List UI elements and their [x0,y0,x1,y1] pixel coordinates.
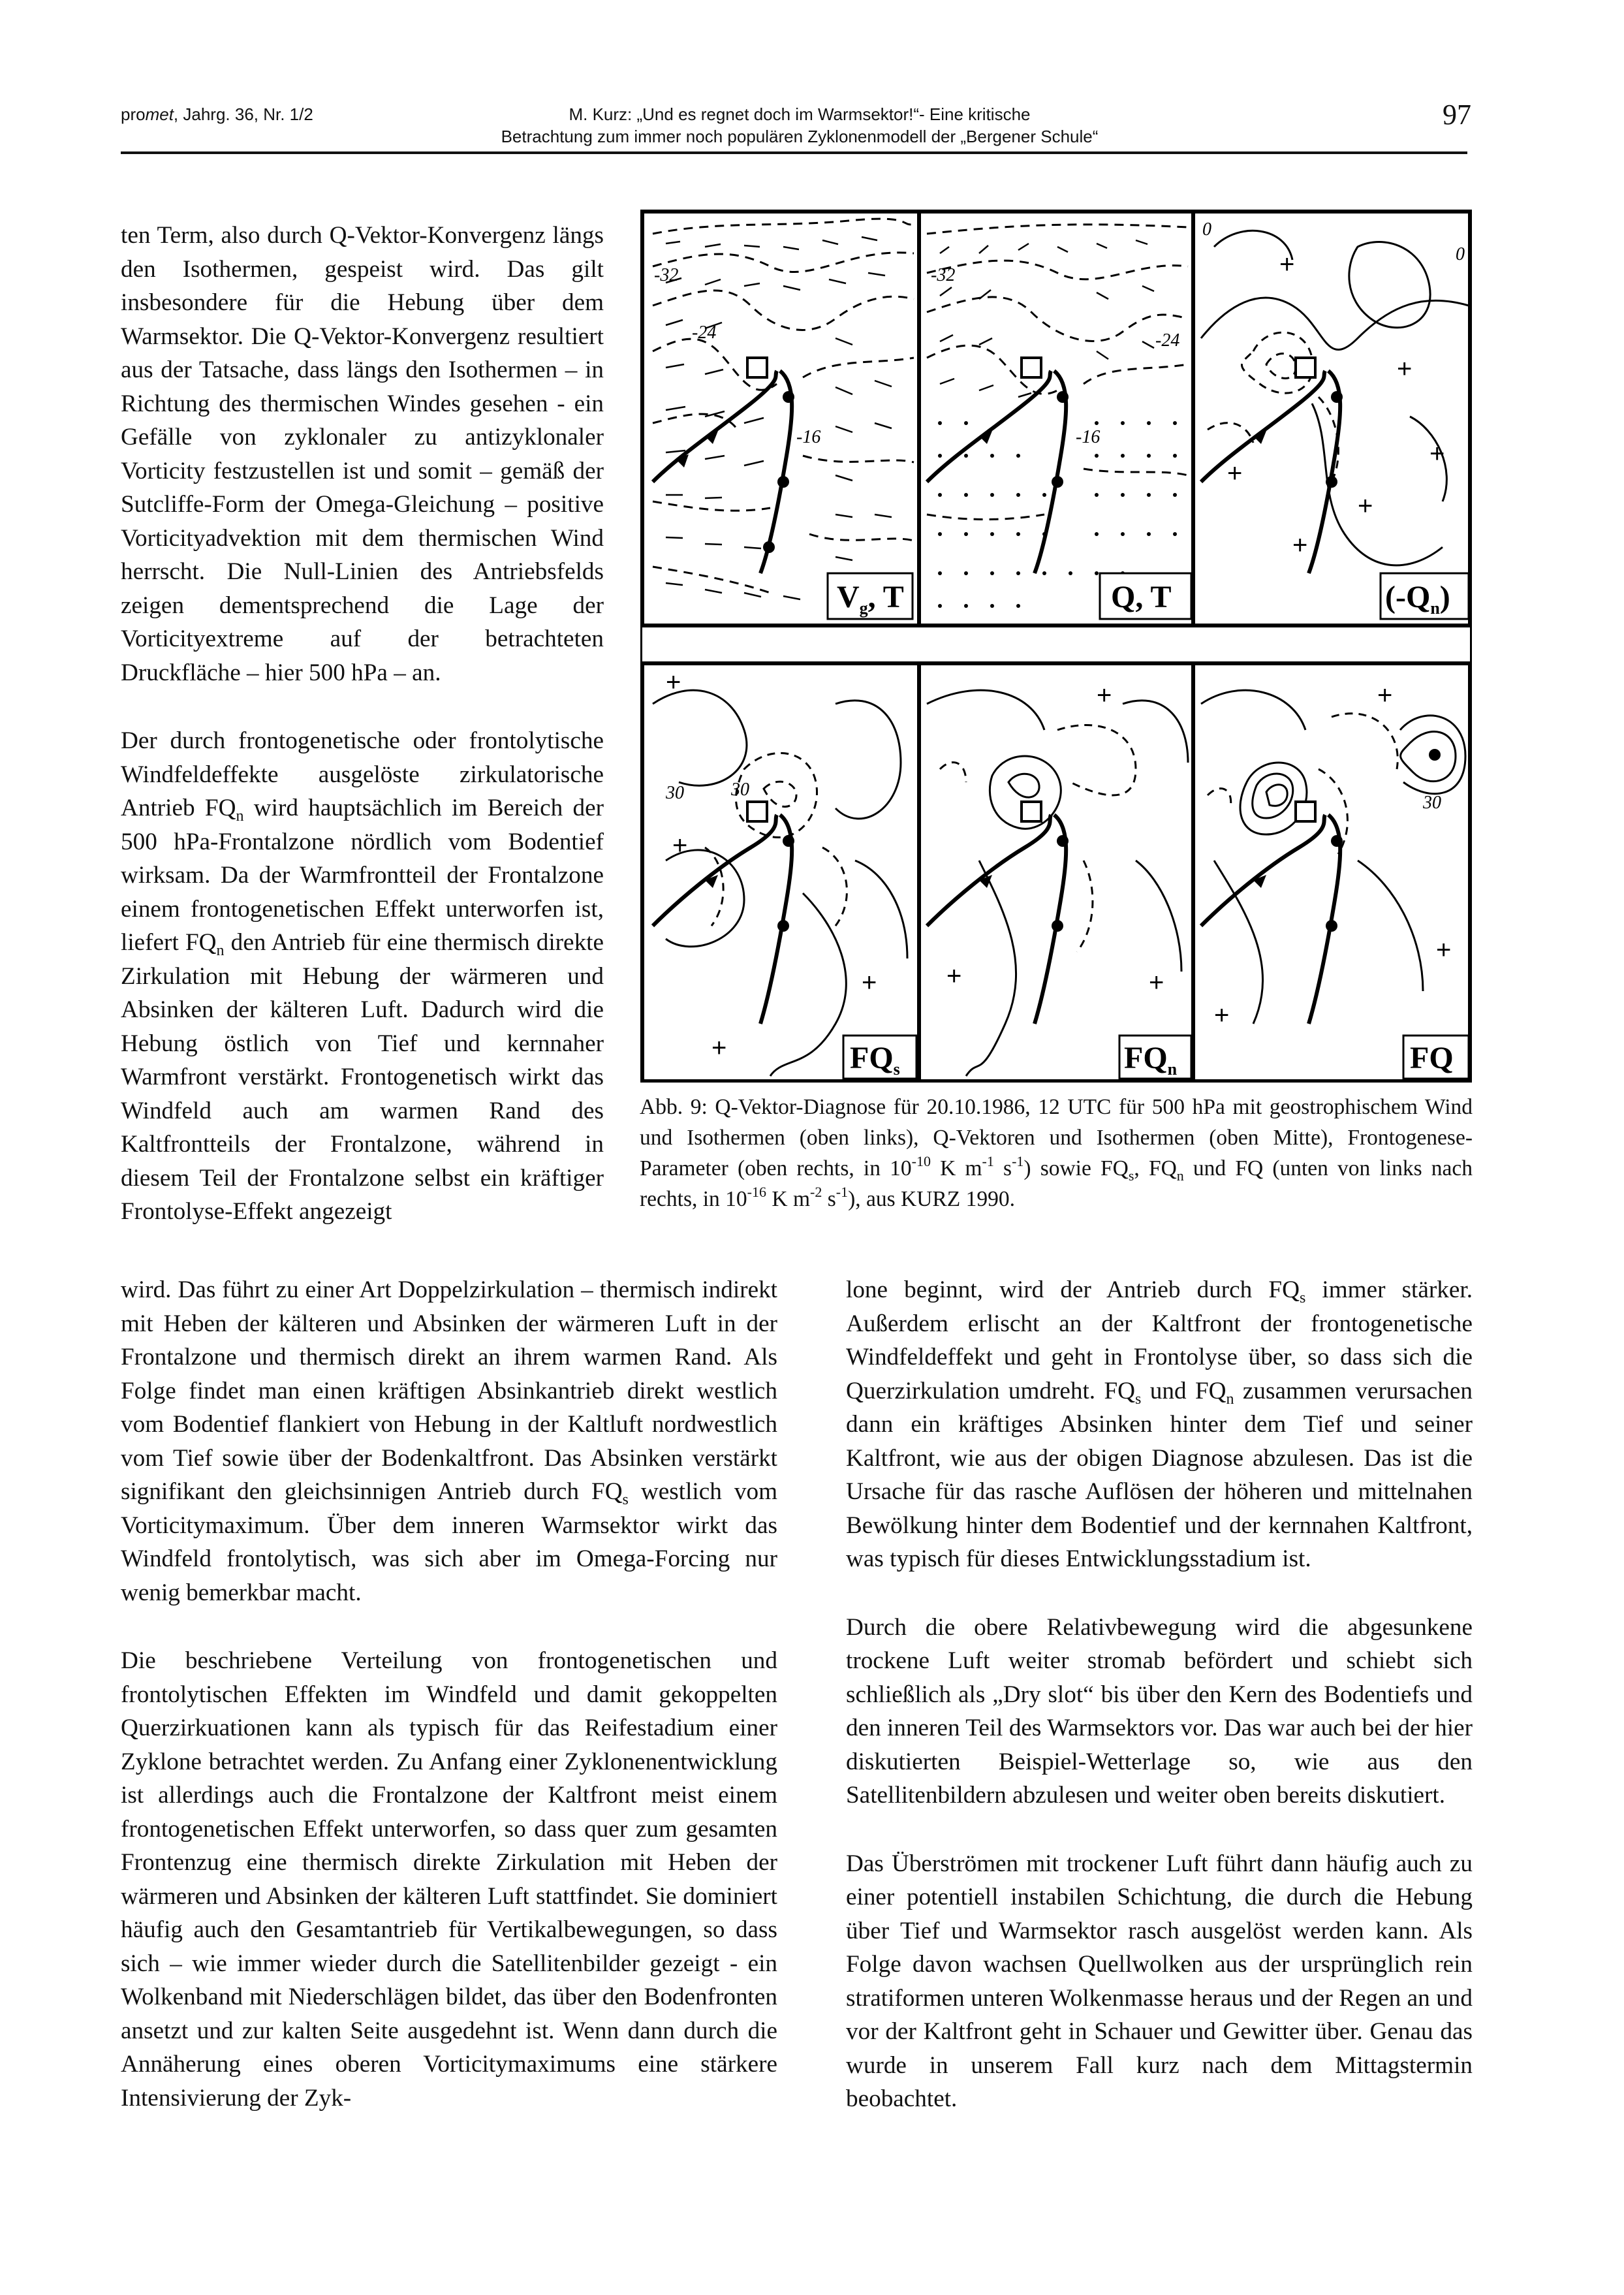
paragraph-intensivierung: lone beginnt, wird der Antrieb durch $FQ_s$ immer stärker. Außerdem erlischt an der Kaltfront der frontogenetische Windfeldeffekt und geht in Frontolyse über, so dass sich die Querzirkulation umdreht. $FQ_s$ und $FQ_n$ zusammen verursachen dann ein kräftiges Absinken hinter dem Tief und seiner Kaltfront, wie aus der obigen Diagnose abzulesen. Das ist die Ursache für das rasche Auflösen der höheren und mittelnahen Bewölkung hinter dem Bodentief und der kernnahen Kaltfront, was typisch für dieses Entwicklungsstadium ist. [846,1276,1473,1572]
paragraph-reifestadium: Die beschriebene Verteilung von frontogenetischen und frontolytischen Effekten im Windfeld und damit gekoppelten Querzirkuationen kann als typisch für das Reifestadium einer Zyklone betrachtet werden. Zu Anfang einer Zyklonenentwicklung ist allerdings auch die Frontalzone der Kaltfront meist einem frontogenetischen Effekt unterworfen, so dass quer zum gesamten Frontenzug eine thermisch direkte Zirkulation mit Heben der wärmeren und Absinken der kälteren Luft stattfindet. Sie dominiert häufig auch den Gesamtantrieb für Vertikalbewegungen, so dass sich – wie immer wieder durch die Satellitenbilder gezeigt - ein Wolkenband mit Niederschlägen bildet, das über den Bodenfronten ansetzt und zur kalten Seite ausgedehnt ist. Wenn dann durch die Annäherung eines oberen Vorticitymaximums eine stärkere Intensivierung der Zyk- [121,1647,777,2112]
isotherm-label: -32 [931,265,956,285]
panel-q-vectors [927,225,1191,619]
running-head-title-line2: Betrachtung zum immer noch populären Zyklonenmodell der „Bergener Schule“ [501,127,1099,146]
isotherm-label: -24 [1155,330,1180,351]
plus-sign: + [1397,355,1413,383]
paragraph-instabilitaet: Das Überströmen mit trockener Luft führt dann häufig auch zu einer potentiell instabilen Schichtung, die durch die Hebung über Tief und Warmsektor rasch ausgelöst werden kann. Als Folge davon wachsen Quellwolken aus der ursprünglich rein stratiformen unteren Wolkenmasse heraus und der Regen an und vor der Kaltfront geht in Schauer und Gewitter über. Genau das wurde in unserem Fall kurz nach dem Mittagstermin beobachtet. [846,1850,1473,2112]
panel-frontogenesis [1201,230,1469,619]
figure-qvector-diagnosis [640,208,1473,1083]
plus-sign: + [1292,531,1308,560]
contour-label: 0 [1202,219,1211,240]
paragraph-doppelzirkulation: wird. Das führt zu einer Art Doppelzirkulation – thermisch indirekt mit Heben der kälteren und Absinken der wärmeren Luft in der Frontalzone und thermisch direkt an ihrem warmen Rand. Als Folge findet man einen kräftigen Absinkantrieb direkt westlich vom Bodentief flankiert von Hebung in der Kaltluft nordwestlich vom Tief sowie über der Bodenkaltfront. Das Absinken verstärkt signifikant den gleichsinnigen Antrieb durch $FQ_s$ westlich vom Vorticitymaximum. Über dem inneren Warmsektor wirkt das Windfeld frontolytisch, was sich aber im Omega-Forcing nur wenig bemerkbar macht. [121,1276,777,1606]
paragraph-dry-slot: Durch die obere Relativbewegung wird die abgesunkene trockene Luft weiter stromab befördert und schiebt sich schließlich als „Dry slot“ bis über den Kern des Bodentiefs und den inneren Teil des Warmsektors vor. Das war auch bei der hier diskutierten Beispiel-Wetterlage so, wie aus den Satellitenbildern abzulesen und weiter oben bereits diskutiert. [846,1613,1473,1809]
label-fqs: $FQ_s$ [850,1041,900,1079]
panel-geostrophic-wind [653,219,914,619]
plus-sign: + [1377,681,1393,710]
label-fq: FQ [1410,1041,1454,1075]
left-column-bottom [121,1273,777,2115]
plus-sign: + [1279,250,1295,279]
contour-label: 0 [1456,244,1465,264]
isotherm-label: -16 [796,427,821,447]
plus-sign: + [946,962,962,990]
plus-sign: + [672,831,688,860]
left-column-top [121,219,604,1229]
right-column-bottom [846,1273,1473,2116]
contour-label: 30 [1423,793,1441,813]
header-rule [121,151,1467,154]
plus-sign: + [862,968,877,997]
contour-label: 30 [731,780,749,800]
plus-sign: + [1358,492,1373,520]
plus-sign: + [711,1034,727,1062]
paragraph-qvector: ten Term, also durch Q-Vektor-Konvergenz längs den Isothermen, gespeist wird. Das gilt insbesondere für die Hebung über dem Warmsektor. Die Q-Vektor-Konvergenz resultiert aus der Tatsache, dass längs den Isothermen – in Richtung des thermischen Windes gesehen - ein Gefälle von zyklonaler zu antizyklonaler Vorticity festzustellen ist und somit – gemäß der Sutcliffe-Form der Omega-Gleichung – positive Vorticityadvektion mit dem thermischen Wind herrscht. Die Null-Linien des Antriebsfelds zeigen dementsprechend die Lage der Vorticityextreme auf der betrachteten Druckfläche – hier 500 hPa – an. [121,222,604,686]
figure-caption: Abb. 9: Q-Vektor-Diagnose für 20.10.1986, 12 UTC für 500 hPa mit geostrophischem Wind und Isothermen (oben links), Q-Vektoren und Isothermen (oben Mitte), Frontogenese-Parameter (oben rechts, in $10^{-10}$ K $m^{-1}$ $s^{-1}$) sowie $FQ_s$, $FQ_n$ und FQ (unten von links nach rechts, in $10^{-16}$ K $m^{-2}$ $s^{-1}$), aus KURZ 1990. [640,1095,1473,1211]
label-vg-t: $V_g$, T [837,580,904,618]
plus-sign: + [1436,936,1452,964]
contour-label: 30 [666,783,684,803]
isotherm-label: -24 [692,323,717,343]
plus-sign: + [1214,1001,1230,1030]
panel-fqn [927,690,1191,1079]
plus-sign: + [1227,459,1243,488]
isotherm-label: -32 [654,265,679,285]
plus-sign: + [1097,681,1112,710]
running-head-title-line1: M. Kurz: „Und es regnet doch im Warmsektor!“- Eine kritische [569,104,1031,124]
plus-sign: + [1429,439,1445,468]
panel-fqs [653,690,916,1079]
page-number: 97 [1443,99,1471,131]
plus-sign: + [666,668,681,697]
isotherm-label: -16 [1076,427,1101,447]
paragraph-fqn: Der durch frontogenetische oder frontolytische Windfeldeffekte ausgelöste zirkulatorische Antrieb $FQ_n$ wird hauptsächlich im Bereich der 500 hPa-Frontalzone nördlich vom Bodentief wirksam. Da der Warmfrontteil der Frontalzone einem frontogenetischen Effekt unterworfen ist, liefert $FQ_n$ den Antrieb für eine thermisch direkte Zirkulation mit Hebung der wärmeren und Absinken der kälteren Luft. Dadurch wird die Hebung östlich von Tief und kernnaher Warmfront verstärkt. Frontogenetisch wirkt das Windfeld auch am warmen Rand des Kaltfrontteils der Frontalzone, während in diesem Teil der Frontalzone selbst ein kräftiger Frontolyse-Effekt angezeigt [121,727,604,1225]
label-fqn: $FQ_n$ [1124,1041,1178,1079]
running-head-journal: promet, Jahrg. 36, Nr. 1/2 [121,104,313,124]
label-minus-qn: $(-Q_n)$ [1385,580,1450,618]
panel-fq [1201,690,1469,1079]
plus-sign: + [1149,968,1164,997]
running-head-title [392,103,1208,148]
label-q-t: Q, T [1111,580,1172,614]
